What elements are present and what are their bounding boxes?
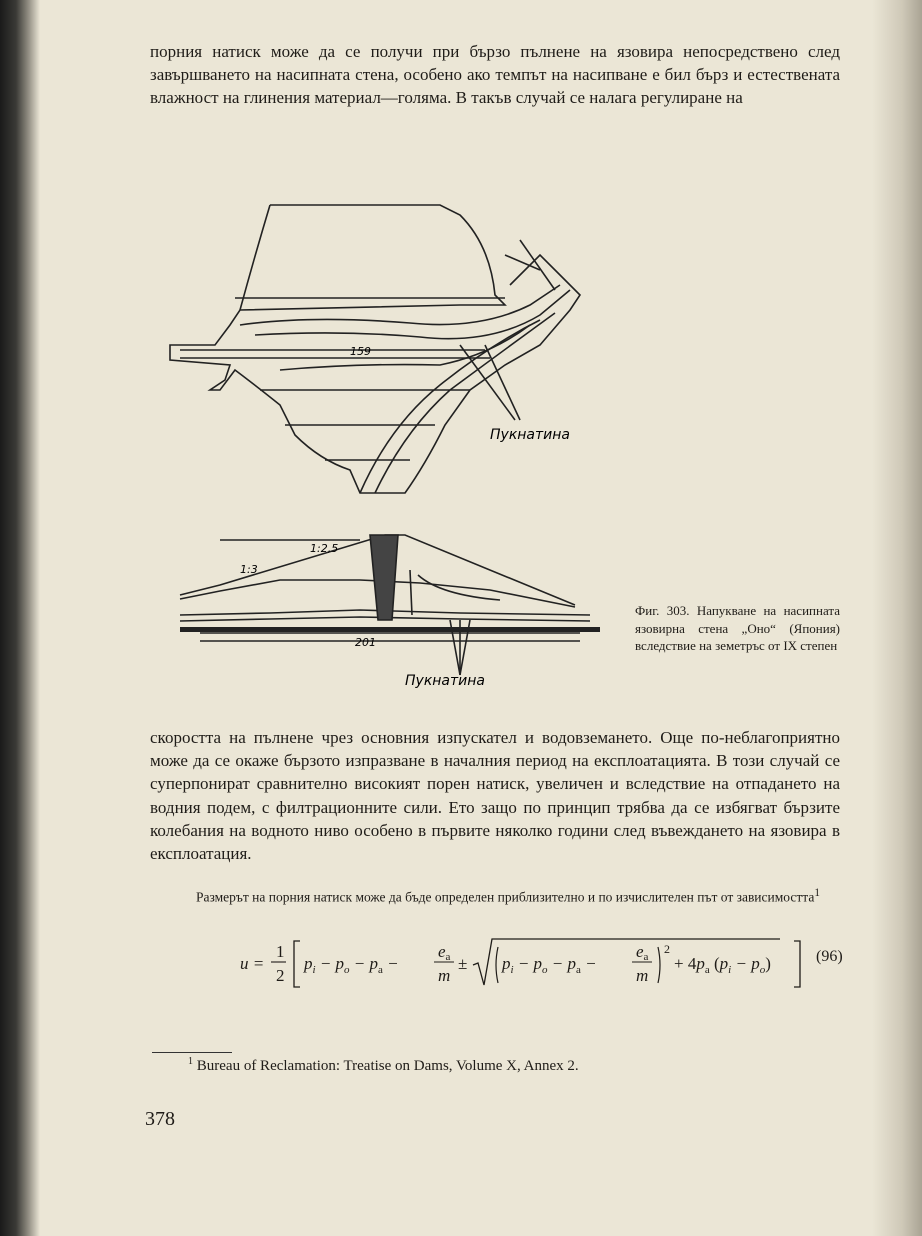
svg-text:±: ± xyxy=(458,954,468,973)
figure-caption: Фиг. 303. Напукване на насипната язовирна стена „Оно“ (Япония) вследствие на земетръс от IX степен xyxy=(635,603,840,653)
formula-96 xyxy=(180,935,840,991)
small-paragraph-text: Размерът на порния натиск може да бъде определен приблизително и по изчислителен път от зависимостта xyxy=(196,889,815,905)
svg-text:ea: ea xyxy=(438,942,451,963)
svg-text:+ 4pa (pi − po): + $4p_a$ $(p_i - p_o)$ xyxy=(674,954,771,976)
figure-label-slope-1-3: 1:3 xyxy=(240,563,258,576)
footnote-marker: 1 xyxy=(188,1056,193,1067)
svg-text:2: 2 xyxy=(664,942,670,956)
figure-label-201: 201 xyxy=(355,636,376,649)
figure-label-crack-bottom: Пукнатина xyxy=(405,673,485,689)
figure-label-slope-1-25: 1:2,5 xyxy=(310,542,339,555)
svg-text:m: m xyxy=(438,966,451,985)
footnote-ref: 1 xyxy=(814,887,820,899)
svg-text:m: m xyxy=(636,966,649,985)
book-spine-shadow xyxy=(0,0,40,1236)
footnote-separator xyxy=(152,1052,232,1053)
small-paragraph xyxy=(150,884,840,907)
svg-text:ea: ea xyxy=(636,942,649,963)
figure-label-crack-top: Пукнатина xyxy=(490,427,570,443)
equation-number: (96) xyxy=(816,948,843,965)
figure-label-159: 159 xyxy=(350,345,371,358)
footnote-text: Bureau of Reclamation: Treatise on Dams, Volume X, Annex 2. xyxy=(196,1058,579,1074)
svg-text:pi − po − pa −: $p_i - p_o - p_a$ − xyxy=(304,954,399,976)
formula-lhs: u = xyxy=(240,954,265,973)
middle-paragraph: скоростта на пълнене чрез основния изпускател и водовземането. Още по-неблагоприятно може да се окаже бързото изпразване в началния период на експлоатацията. В този случай се суперпонират сравнително високият порен натиск, увеличен и вследствие на отпадането на водния подем, с филтрационните сили. Ето защо по принцип трябва да се избягват бързите колебания на водното ниво особено в първите няколко години след въвеждането на язовира в експлоатация. xyxy=(150,728,840,864)
formula-half-num: 1 xyxy=(276,942,285,961)
top-paragraph: порния натиск може да се получи при бързо пълнене на язовира непосредствено след завършването на насипната стена, особено ако темпът на насипване е бил бърз и естествената влажност на глинения материал—голяма. В такъв случай се налага регулиране на xyxy=(150,42,840,108)
plan-view-outline xyxy=(170,205,580,493)
formula-half-den: 2 xyxy=(276,966,285,985)
svg-text:pi − po − pa −: $p_i - p_o - p_a$ − xyxy=(502,954,597,976)
footnote xyxy=(188,1056,579,1075)
page-edge-shadow xyxy=(872,0,922,1236)
dam-crack-figure xyxy=(160,195,610,695)
page-number: 378 xyxy=(145,1108,175,1130)
